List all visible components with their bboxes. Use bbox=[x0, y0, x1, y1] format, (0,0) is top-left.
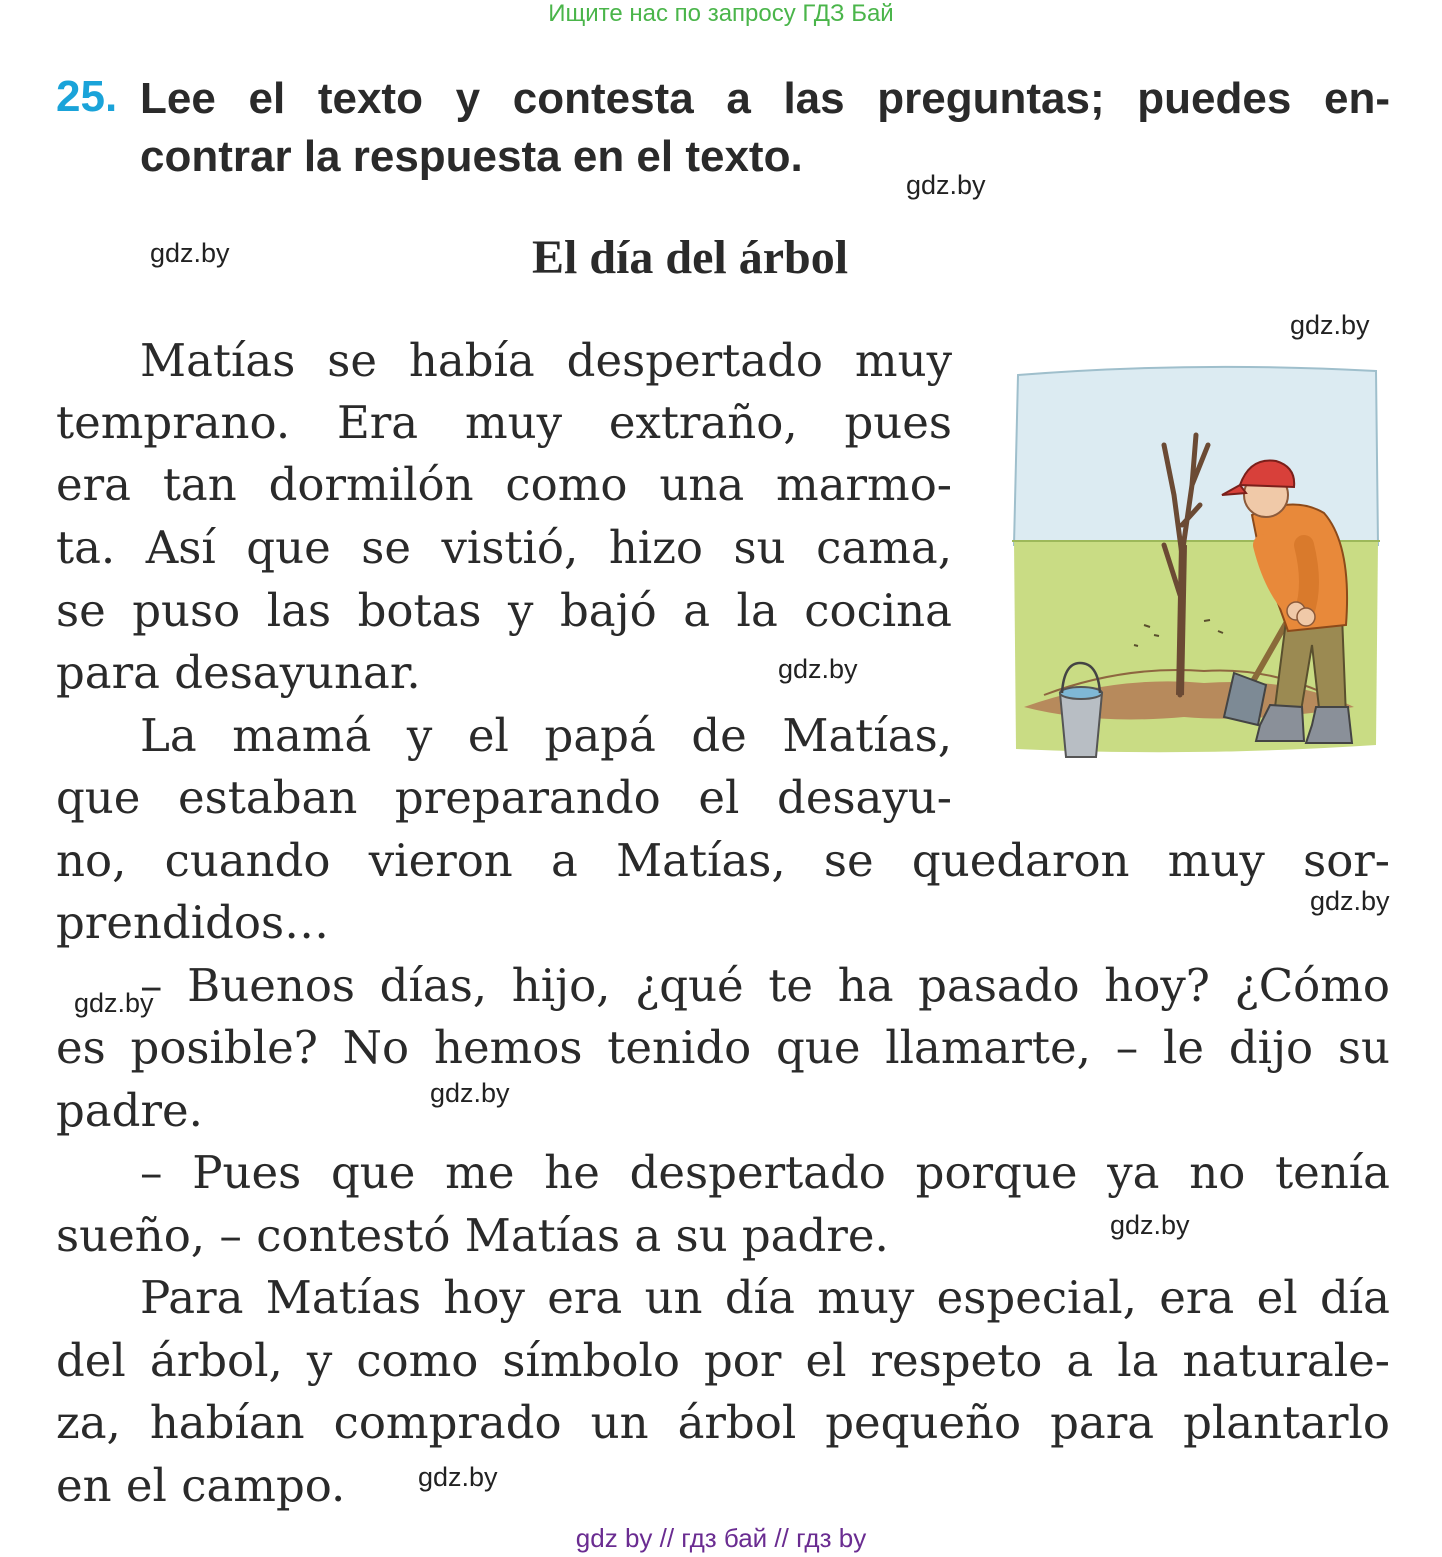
watermark: gdz.by bbox=[418, 1462, 498, 1492]
watermark: gdz.by bbox=[74, 988, 154, 1018]
planting-tree-picture bbox=[1004, 345, 1384, 777]
text-line: Matías se había despertado muy bbox=[140, 334, 952, 387]
text-line: era tan dormilón como una marmo- bbox=[56, 458, 952, 511]
text-line: es posible? No hemos tenido que llamarte, – le dijo su bbox=[56, 1021, 1390, 1074]
watermark: gdz.by bbox=[430, 1078, 510, 1108]
text-line: La mamá y el papá de Matías, bbox=[140, 709, 952, 762]
text-line: temprano. Era muy extraño, pues bbox=[56, 396, 952, 449]
text-line: – Buenos días, hijo, ¿qué te ha pasado hoy? ¿Cómo bbox=[140, 959, 1390, 1012]
top-note: Ищите нас по запросу ГДЗ Бай bbox=[548, 0, 894, 27]
watermark: gdz.by bbox=[150, 238, 230, 268]
text-line: ta. Así que se vistió, hizo su cama, bbox=[56, 521, 952, 574]
text-line: – Pues que me he despertado porque ya no tenía bbox=[140, 1146, 1390, 1199]
text-line: za, habían comprado un árbol pequeño para plantarlo bbox=[56, 1396, 1390, 1449]
text-line: del árbol, y como símbolo por el respeto a la naturale- bbox=[56, 1334, 1390, 1387]
task-instruction-line-2: contrar la respuesta en el texto. bbox=[140, 132, 803, 181]
text-line: en el campo. bbox=[56, 1459, 346, 1512]
watermark: gdz.by bbox=[906, 170, 986, 200]
text-line: sueño, – contestó Matías a su padre. bbox=[56, 1209, 889, 1262]
text-line: no, cuando vieron a Matías, se quedaron muy sor- bbox=[56, 834, 1390, 887]
watermark: gdz.by bbox=[1110, 1210, 1190, 1240]
text-line: padre. bbox=[56, 1084, 203, 1137]
illustration-planting-tree bbox=[1004, 345, 1384, 777]
text-line: para desayunar. bbox=[56, 646, 421, 699]
watermark: gdz.by bbox=[778, 654, 858, 684]
watermark: gdz.by bbox=[1310, 886, 1390, 916]
text-line: prendidos… bbox=[56, 896, 330, 949]
text-line: Para Matías hoy era un día muy especial, era el día bbox=[140, 1271, 1390, 1324]
text-line: que estaban preparando el desayu- bbox=[56, 771, 952, 824]
task-number: 25. bbox=[56, 72, 118, 121]
text-line: se puso las botas y bajó a la cocina bbox=[56, 584, 952, 637]
footer-links: gdz by // гдз бай // гдз by bbox=[575, 1523, 867, 1553]
story-title: El día del árbol bbox=[532, 231, 849, 284]
watermark: gdz.by bbox=[1290, 310, 1370, 340]
task-instruction-line-1: Lee el texto y contesta a las preguntas; puedes en- bbox=[140, 74, 1390, 123]
